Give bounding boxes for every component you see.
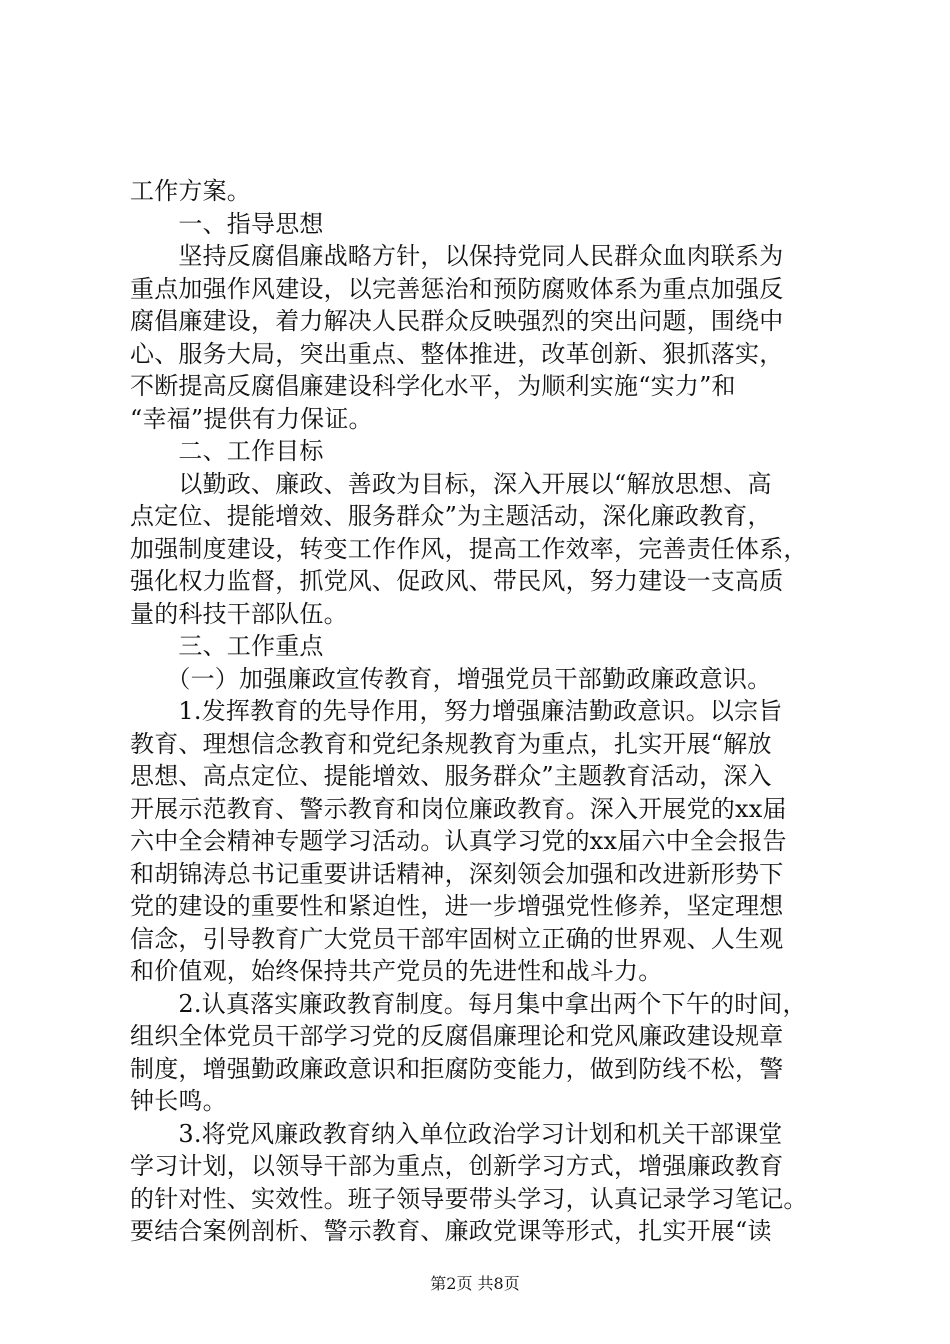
text-line: 和价值观，始终保持共产党员的先进性和战斗力。 bbox=[130, 957, 663, 985]
text-line: 1.发挥教育的先导作用，努力增强廉洁勤政意识。以宗旨 bbox=[130, 697, 783, 725]
text-line: 以勤政、廉政、善政为目标，深入开展以“解放思想、高 bbox=[130, 469, 772, 498]
text-line: 一、指导思想 bbox=[130, 209, 324, 238]
text-line: 重点加强作风建设，以完善惩治和预防腐败体系为重点加强反 bbox=[130, 274, 784, 303]
text-line: 开展示范教育、警示教育和岗位廉政教育。深入开展党的xx届 bbox=[130, 794, 787, 823]
text-line: 不断提高反腐倡廉建设科学化水平，为顺利实施“实力”和 bbox=[130, 372, 736, 400]
text-line: 二、工作目标 bbox=[130, 437, 324, 465]
text-line: 组织全体党员干部学习党的反腐倡廉理论和党风廉政建设规章 bbox=[130, 1022, 784, 1050]
document-body bbox=[130, 175, 835, 1248]
text-line: 强化权力监督，抓党风、促政风、带民风，努力建设一支高质 bbox=[130, 567, 784, 595]
text-line: （一）加强廉政宣传教育，增强党员干部勤政廉政意识。 bbox=[130, 664, 772, 693]
text-line: 制度，增强勤政廉政意识和拒腐防变能力，做到防线不松，警 bbox=[130, 1054, 784, 1083]
text-line: 三、工作重点 bbox=[130, 632, 324, 660]
text-line: 党的建设的重要性和紧迫性，进一步增强党性修养，坚定理想 bbox=[130, 892, 784, 920]
text-line: 思想、高点定位、提能增效、服务群众”主题教育活动，深入 bbox=[130, 762, 772, 790]
text-line: 2.认真落实廉政教育制度。每月集中拿出两个下午的时间， bbox=[130, 989, 807, 1018]
text-line: 钟长鸣。 bbox=[130, 1087, 227, 1115]
text-line: 加强制度建设，转变工作作风，提高工作效率，完善责任体系， bbox=[130, 534, 808, 563]
text-line: 教育、理想信念教育和党纪条规教育为重点，扎实开展“解放 bbox=[130, 729, 772, 758]
text-line: 点定位、提能增效、服务群众”为主题活动，深化廉政教育， bbox=[130, 502, 772, 530]
page-footer: 第2页 共8页 bbox=[430, 1274, 520, 1293]
text-line: 工作方案。 bbox=[130, 177, 251, 205]
text-line: “幸福”提供有力保证。 bbox=[130, 404, 373, 433]
text-line: 心、服务大局，突出重点、整体推进，改革创新、狠抓落实， bbox=[130, 339, 784, 368]
text-line: 3.将党风廉政教育纳入单位政治学习计划和机关干部课堂 bbox=[130, 1119, 783, 1148]
text-line: 和胡锦涛总书记重要讲话精神，深刻领会加强和改进新形势下 bbox=[130, 859, 784, 888]
text-line: 信念，引导教育广大党员干部牢固树立正确的世界观、人生观 bbox=[130, 924, 784, 953]
text-line: 量的科技干部队伍。 bbox=[130, 599, 348, 628]
text-line: 的针对性、实效性。班子领导要带头学习，认真记录学习笔记。 bbox=[130, 1184, 808, 1213]
text-line: 坚持反腐倡廉战略方针，以保持党同人民群众血肉联系为 bbox=[130, 242, 784, 270]
text-line: 六中全会精神专题学习活动。认真学习党的xx届六中全会报告 bbox=[130, 827, 787, 855]
text-line: 要结合案例剖析、警示教育、廉政党课等形式，扎实开展“读 bbox=[130, 1217, 772, 1245]
text-line: 腐倡廉建设，着力解决人民群众反映强烈的突出问题，围绕中 bbox=[130, 307, 784, 335]
text-line: 学习计划，以领导干部为重点，创新学习方式，增强廉政教育 bbox=[130, 1152, 784, 1180]
